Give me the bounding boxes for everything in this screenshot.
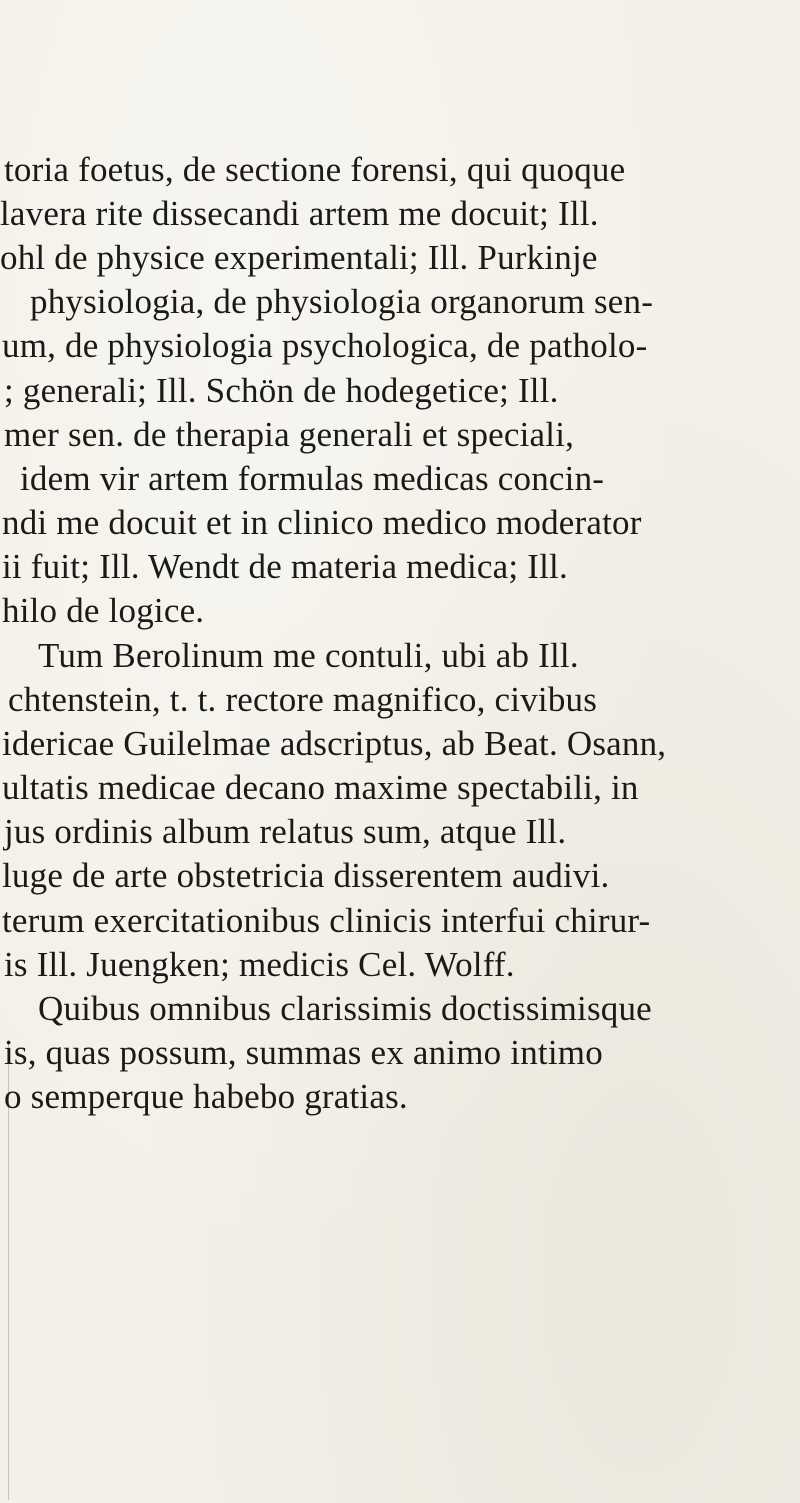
- text-line: Quibus omnibus clarissimis doctissimisque: [38, 989, 652, 1028]
- text-line: chtenstein, t. t. rectore magnifico, civibus: [8, 680, 598, 719]
- text-line: Tum Berolinum me contuli, ubi ab Ill.: [38, 636, 579, 675]
- text-line: is, quas possum, summas ex animo intimo: [4, 1033, 603, 1072]
- text-line: ohl de physice experimentali; Ill. Purkinje: [0, 238, 598, 277]
- text-line: jus ordinis album relatus sum, atque Ill.: [4, 812, 567, 851]
- text-line: is Ill. Juengken; medicis Cel. Wolff.: [4, 945, 515, 984]
- text-line: ultatis medicae decano maxime spectabili, in: [2, 768, 639, 807]
- text-line: physiologia, de physiologia organorum sen-: [30, 282, 654, 321]
- text-line: lavera rite dissecandi artem me docuit; Ill.: [0, 194, 599, 233]
- text-line: luge de arte obstetricia disserentem audivi.: [2, 856, 610, 895]
- text-line: hilo de logice.: [2, 591, 205, 630]
- text-line: ndi me docuit et in clinico medico moderator: [2, 503, 642, 542]
- text-line: idericae Guilelmae adscriptus, ab Beat. Osann,: [2, 724, 667, 763]
- text-line: o semperque habebo gratias.: [4, 1077, 408, 1116]
- text-line: ; generali; Ill. Schön de hodegetice; Ill.: [4, 371, 559, 410]
- text-line: mer sen. de therapia generali et speciali,: [4, 415, 575, 454]
- text-line: idem vir artem formulas medicas concin-: [20, 459, 605, 498]
- text-line: terum exercitationibus clinicis interfui chirur-: [2, 901, 651, 940]
- text-line: ii fuit; Ill. Wendt de materia medica; Ill.: [2, 547, 568, 586]
- text-line: um, de physiologia psychologica, de patholo-: [2, 326, 648, 365]
- text-line: toria foetus, de sectione forensi, qui quoque: [4, 150, 626, 189]
